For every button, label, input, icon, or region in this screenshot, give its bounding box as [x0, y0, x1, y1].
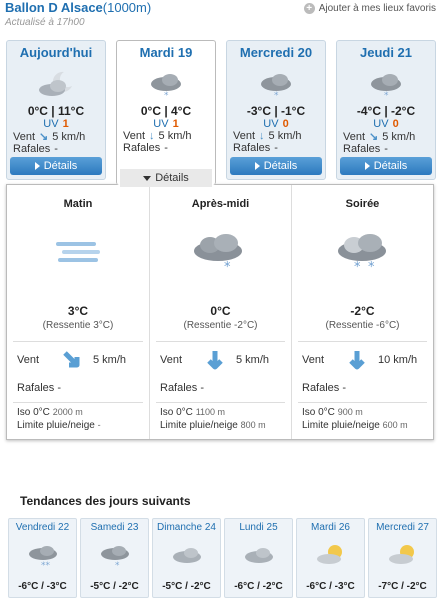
iso-label: Iso 0°C [17, 407, 50, 418]
gust-row [7, 143, 105, 155]
limit-row [7, 419, 149, 432]
limit-label: Limite pluie/neige [17, 420, 95, 431]
uv-label: UV [373, 118, 389, 130]
cloud-icon [153, 539, 220, 573]
day-card-tuesday[interactable] [116, 40, 216, 185]
svg-text:*: * [223, 260, 230, 275]
uv-label: UV [43, 118, 59, 130]
period-feel: (Ressentie -2°C) [183, 320, 258, 331]
day-name: Aujourd'hui [19, 45, 93, 60]
iso-label: Iso 0°C [160, 407, 193, 418]
location-name: Ballon D Alsace [5, 0, 103, 15]
svg-text:*: * [353, 260, 360, 275]
cloud-snow-icon [9, 539, 76, 573]
trend-temps: -6°C / -2°C [234, 581, 283, 592]
wind-row [150, 342, 291, 374]
trend-temps: -6°C / -3°C [18, 581, 67, 592]
uv-value: 1 [62, 118, 69, 130]
day-name: Mardi 19 [139, 45, 193, 60]
gust-text: Rafales - [17, 382, 62, 394]
period-morning [7, 185, 149, 439]
wind-value: 5 km/h [268, 130, 302, 142]
limit-label: Limite pluie/neige [302, 420, 380, 431]
uv-value: 1 [172, 118, 179, 130]
trend-day-name: Samedi 23 [90, 522, 139, 533]
svg-text:**: ** [40, 561, 50, 570]
gust-value: - [54, 143, 58, 155]
trend-day-name: Mercredi 27 [376, 522, 429, 533]
day-temps: -4°C | -2°C [356, 104, 416, 118]
trend-day-name: Lundi 25 [239, 522, 278, 533]
wind-value: 10 km/h [378, 354, 418, 366]
svg-text:*: * [384, 91, 389, 100]
svg-text:*: * [367, 260, 374, 275]
uv-row [117, 118, 215, 130]
day-temps: 0°C | 4°C [140, 104, 192, 118]
iso-value: 2000 m [52, 407, 83, 417]
gust-row [227, 142, 325, 154]
uv-label: UV [153, 118, 169, 130]
wind-label: Vent [13, 130, 36, 143]
favorite-label: Ajouter à mes lieux favoris [318, 3, 436, 14]
period-temp: -2°C [350, 304, 375, 318]
cloud-snow-icon [337, 64, 435, 104]
day-card-thursday[interactable] [336, 40, 436, 180]
details-button[interactable] [230, 157, 322, 175]
wind-value: 5 km/h [236, 354, 270, 366]
day-name: Jeudi 21 [359, 45, 413, 60]
day-name: Mercredi 20 [239, 45, 313, 60]
trend-temps: -7°C / -2°C [378, 581, 427, 592]
iso-row [292, 403, 433, 419]
iso-value: 900 m [337, 407, 363, 417]
period-evening [291, 185, 433, 439]
wind-value: 5 km/h [158, 130, 192, 142]
limit-value: - [97, 420, 101, 430]
triangle-down-icon [143, 176, 151, 181]
cloud-heavy-snow-icon [292, 222, 433, 282]
gust-text: Rafales - [160, 382, 205, 394]
trend-temps: -5°C / -2°C [162, 581, 211, 592]
trend-day-name: Vendredi 22 [15, 522, 70, 533]
period-afternoon [149, 185, 291, 439]
wind-row [117, 130, 215, 142]
iso-row [150, 403, 291, 419]
wind-arrow-icon [204, 349, 226, 371]
limit-value: 800 m [240, 420, 266, 430]
trends-title: Tendances des jours suivants [20, 494, 191, 508]
triangle-right-icon [255, 162, 260, 170]
limit-row [150, 419, 291, 432]
uv-row [337, 118, 435, 130]
wind-arrow-icon [61, 349, 83, 371]
gust-label: Rafales [343, 143, 381, 155]
wind-row [227, 130, 325, 142]
gust-label: Rafales [123, 142, 161, 154]
details-label: Détails [155, 172, 189, 184]
triangle-right-icon [365, 162, 370, 170]
wind-label: Vent [123, 130, 146, 142]
wind-label: Vent [343, 130, 366, 143]
details-label: Détails [43, 160, 78, 172]
iso-value: 1100 m [195, 407, 226, 417]
trend-day-name: Mardi 26 [311, 522, 350, 533]
svg-text:*: * [164, 91, 169, 100]
sun-cloud-icon [369, 539, 436, 573]
gust-value: - [164, 142, 168, 154]
day-temps: 0°C | 11°C [27, 104, 85, 118]
trend-day[interactable] [296, 518, 365, 598]
svg-text:*: * [274, 91, 279, 100]
day-card-wednesday[interactable] [226, 40, 326, 180]
day-card-today[interactable] [6, 40, 106, 180]
triangle-right-icon [35, 162, 40, 170]
gust-row [117, 142, 215, 154]
wind-label: Vent [233, 130, 256, 142]
cloud-icon [225, 539, 292, 573]
uv-value: 0 [282, 118, 289, 130]
add-favorite-link[interactable] [304, 3, 436, 14]
cloud-snow-icon [81, 539, 148, 573]
wind-value: 5 km/h [382, 130, 416, 143]
period-name: Matin [63, 198, 93, 210]
trend-day[interactable] [368, 518, 437, 598]
wind-value: 5 km/h [93, 354, 127, 366]
gust-value: - [274, 142, 278, 154]
gust-value: - [384, 143, 388, 155]
period-temp: 3°C [67, 304, 89, 318]
clear-night-cloud-icon [7, 64, 105, 104]
cloud-snow-icon [117, 64, 215, 104]
wind-label: Vent [302, 354, 325, 366]
limit-row [292, 419, 433, 432]
wind-arrow-icon: ↘ [369, 131, 379, 143]
uv-value: 0 [392, 118, 399, 130]
period-feel: (Ressentie -6°C) [325, 320, 400, 331]
updated-time: Actualisé à 17h00 [5, 17, 85, 28]
uv-row [7, 118, 105, 130]
location-title [5, 0, 151, 15]
wind-label: Vent [160, 354, 183, 366]
trend-temps: -6°C / -3°C [306, 581, 355, 592]
wind-arrow-icon: ↓ [259, 130, 265, 142]
cloud-snow-icon [150, 222, 291, 282]
period-name: Après-midi [191, 198, 250, 210]
sun-cloud-icon [297, 539, 364, 573]
trend-day-name: Dimanche 24 [157, 522, 216, 533]
uv-label: UV [263, 118, 279, 130]
gust-label: Rafales [13, 143, 51, 155]
trend-day[interactable] [80, 518, 149, 598]
trend-temps: -5°C / -2°C [90, 581, 139, 592]
location-altitude: (1000m) [102, 0, 152, 15]
gust-label: Rafales [233, 142, 271, 154]
detail-panel [6, 184, 434, 440]
gust-text: Rafales - [302, 382, 347, 394]
day-temps: -3°C | -1°C [246, 104, 306, 118]
trend-day[interactable] [152, 518, 221, 598]
wind-row [337, 130, 435, 143]
wind-arrow-icon: ↘ [39, 131, 49, 143]
details-button[interactable] [340, 157, 432, 175]
fog-icon [7, 222, 149, 282]
trend-day[interactable] [224, 518, 293, 598]
cloud-snow-icon [227, 64, 325, 104]
wind-row [292, 342, 433, 374]
wind-arrow-icon [346, 349, 368, 371]
period-temp: 0°C [210, 304, 231, 318]
wind-row [7, 342, 149, 374]
period-feel: (Ressentie 3°C) [42, 320, 114, 331]
gust-row [337, 143, 435, 155]
details-label: Détails [373, 160, 408, 172]
iso-label: Iso 0°C [302, 407, 335, 418]
details-button-active[interactable] [120, 169, 212, 187]
uv-row [227, 118, 325, 130]
wind-value: 5 km/h [52, 130, 86, 143]
trend-day[interactable] [8, 518, 77, 598]
plus-icon: + [304, 3, 315, 14]
wind-label: Vent [17, 354, 40, 366]
period-name: Soirée [345, 198, 380, 210]
limit-label: Limite pluie/neige [160, 420, 238, 431]
limit-value: 600 m [382, 420, 408, 430]
wind-arrow-icon: ↓ [149, 130, 155, 142]
iso-row [7, 403, 149, 419]
details-button[interactable] [10, 157, 102, 175]
wind-row [7, 130, 105, 143]
details-label: Détails [263, 160, 298, 172]
svg-text:*: * [114, 561, 119, 570]
